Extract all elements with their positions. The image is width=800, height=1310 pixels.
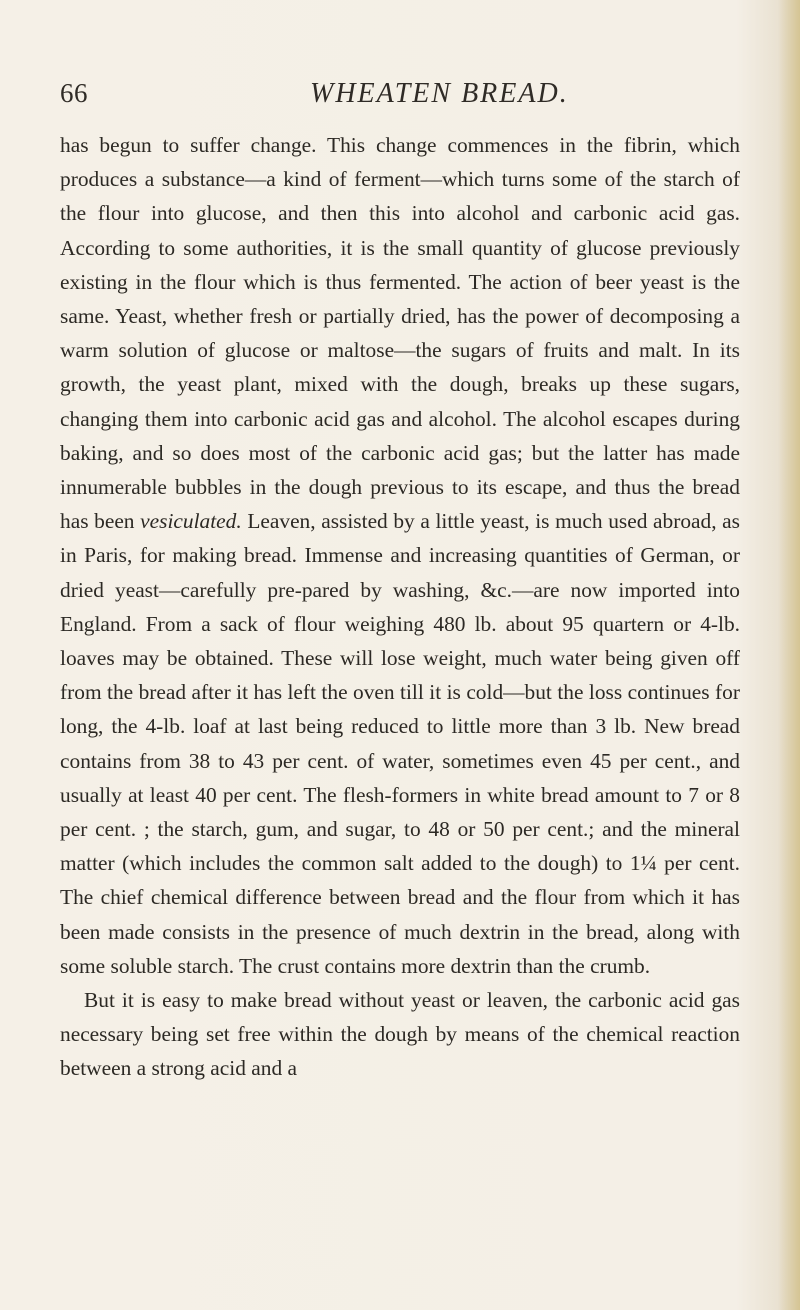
page-number: 66 xyxy=(60,78,88,108)
paragraph-2: But it is easy to make bread without yeast or leaven, the carbonic acid gas necessary being set free within the dough by means of the chemical reaction between a strong acid and a xyxy=(60,988,740,1081)
paragraph-1-text-a: has begun to suffer change. This change commences in the fibrin, which produces a substance—a kind of ferment—which turns some of the starch of the flour into glucose, and then this into alcohol and carbonic acid gas. According to some authorities, it is the small quantity of glucose previously existing in the flour which is thus fermented. The action of beer yeast is the same. Yeast, whether fresh or partially dried, has the power of decomposing a warm solution of glucose or maltose—the sugars of fruits and malt. In its growth, the yeast plant, mixed with the dough, breaks up these sugars, changing them into carbonic acid gas and alcohol. The alcohol escapes during baking, and so does most of the carbonic acid gas; but the latter has made innumerable bubbles in the dough previous to its escape, and thus the bread has been xyxy=(60,133,740,534)
page-header xyxy=(60,78,760,118)
body-text xyxy=(60,128,740,1086)
paragraph-1 xyxy=(60,128,740,983)
paragraph-1-text-b: Leaven, assisted by a little yeast, is much used abroad, as in Paris, for making bread. Immense and increasing quantities of German, or dried yeast—carefully pre-pared by washing, &c.—are now imported into England. From a sack of flour weighing 480 lb. about 95 quartern or 4-lb. loaves may be obtained. These will lose weight, much water being given off from the bread after it has left the oven till it is cold—but the loss continues for long, the 4-lb. loaf at last being reduced to little more than 3 lb. New bread contains from 38 to 43 per cent. of water, sometimes even 45 per cent., and usually at least 40 per cent. The flesh-formers in white bread amount to 7 or 8 per cent. ; the starch, gum, and sugar, to 48 or 50 per cent.; and the mineral matter (which includes the common salt added to the dough) to 1¼ per cent. The chief chemical difference between bread and the flour from which it has been made consists in the presence of much dextrin in the bread, along with some soluble starch. The crust contains more dextrin than the crumb. xyxy=(60,509,740,978)
paragraph-1-emphasis: vesiculated. xyxy=(140,509,242,534)
running-head: WHEATEN BREAD. xyxy=(310,78,569,109)
page-edge-shadow xyxy=(778,0,800,1310)
